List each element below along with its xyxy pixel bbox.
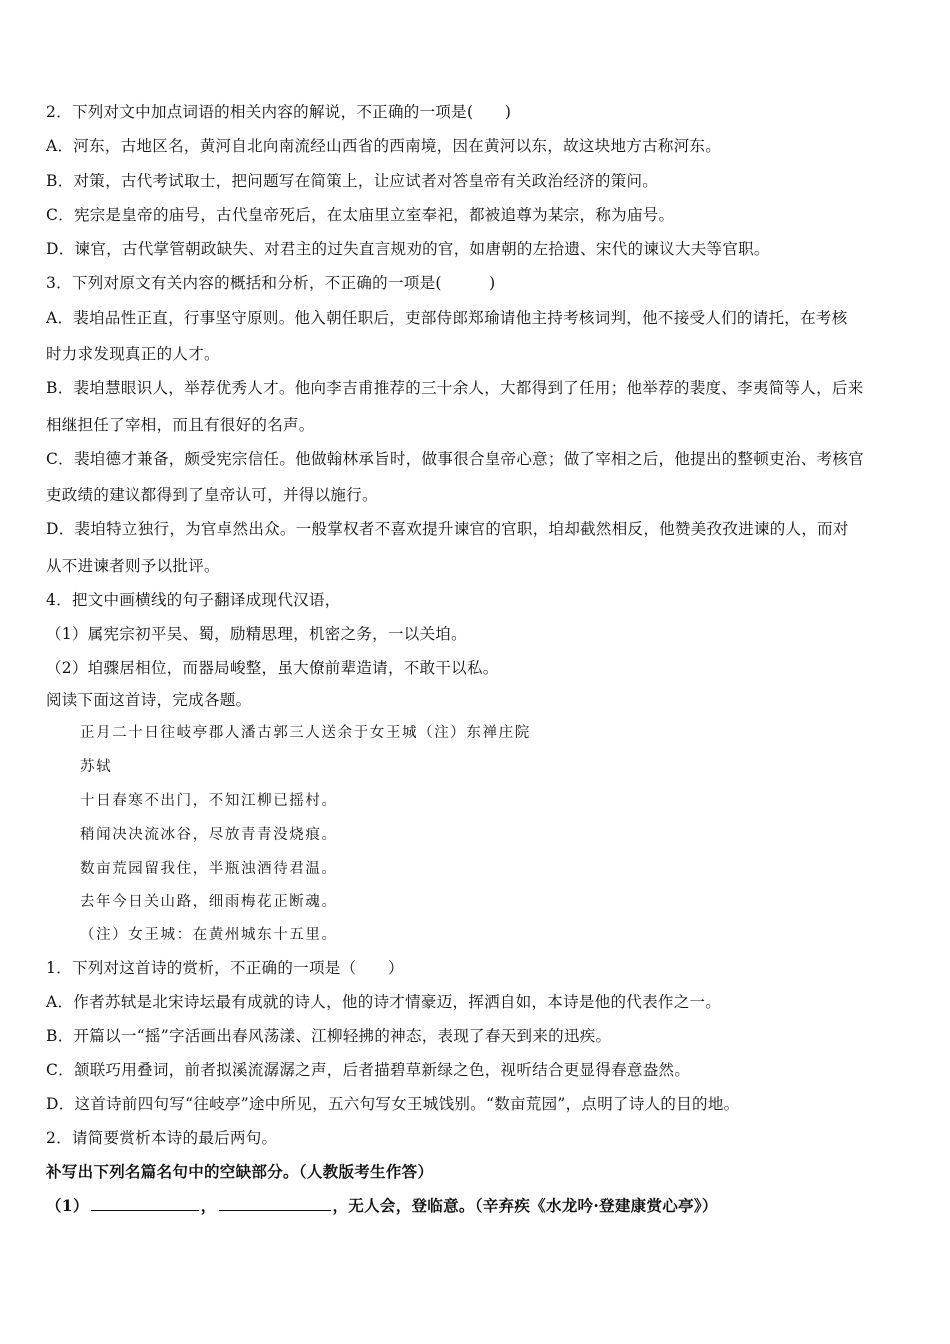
poem-note: （注）女王城：在黄州城东十五里。: [80, 927, 338, 943]
question-3-option-b: B．裴垍慧眼识人，举荐优秀人才。他向李吉甫推荐的三十余人，大都得到了任用；他举荐的裴度、李夷简等人，后来: [46, 379, 864, 397]
question-3-option-c-cont: 吏政绩的建议都得到了皇帝认可，并得以施行。: [46, 486, 378, 504]
poem-question-1-option-c: C．颔联巧用叠词，前者拟溪流潺潺之声，后者描碧草新绿之色，视听结合更显得春意盎然。: [46, 1061, 691, 1079]
question-3-option-a-cont: 时力求发现真正的人才。: [46, 345, 220, 363]
poem-author: 苏轼: [80, 759, 113, 775]
question-3-option-a: A．裴垍品性正直，行事坚守原则。他入朝任职后，吏部侍郎郑瑜请他主持考核词判，他不接受人们的请托，在考核: [46, 309, 848, 327]
fill-heading: 补写出下列名篇名句中的空缺部分。（人教版考生作答）: [46, 1162, 434, 1181]
fill-comma: ，: [200, 1196, 217, 1215]
poem-question-2: 2．请简要赏析本诗的最后两句。: [46, 1129, 278, 1147]
fill-item-1: [46, 1195, 718, 1216]
question-2-option-b: B．对策，古代考试取士，把问题写在简策上，让应试者对答皇帝有关政治经济的策问。: [46, 172, 659, 190]
poem-question-1-option-a: A．作者苏轼是北宋诗坛最有成就的诗人，他的诗才情豪迈，挥洒自如，本诗是他的代表作之一。: [46, 993, 722, 1011]
poem-question-1-stem: 1．下列对这首诗的赏析，不正确的一项是（ ）: [46, 959, 404, 977]
question-3-option-d-cont: 从不进谏者则予以批评。: [46, 557, 220, 575]
poem-question-1-option-d: D．这首诗前四句写“往岐亭”途中所见，五六句写女王城饯别。“数亩荒园”，点明了诗人的目的地。: [46, 1095, 740, 1113]
question-4-item-2: （2）垍骤居相位，而器局峻整，虽大僚前辈造请，不敢干以私。: [46, 659, 499, 677]
question-2-stem: 2．下列对文中加点词语的相关内容的解说，不正确的一项是( ): [46, 103, 512, 121]
fill-blank-2[interactable]: [219, 1195, 331, 1211]
poem-line-2: 稍闻决决流冰谷，尽放青青没烧痕。: [80, 827, 338, 843]
question-3-option-d: D．裴垍特立独行，为官卓然出众。一般掌权者不喜欢提升谏官的官职，垍却截然相反，他赞美孜孜进谏的人，而对: [46, 520, 849, 538]
poem-line-4: 去年今日关山路，细雨梅花正断魂。: [80, 894, 338, 910]
question-2-option-a: A．河东，古地区名，黄河自北向南流经山西省的西南境，因在黄河以东，故这块地方古称河东。: [46, 137, 722, 155]
fill-item-1-suffix: ，无人会，登临意。（辛弃疾《水龙吟·登建康赏心亭》）: [332, 1196, 718, 1215]
fill-blank-1[interactable]: [91, 1195, 199, 1211]
poem-instruction: 阅读下面这首诗，完成各题。: [46, 691, 252, 709]
question-3-option-b-cont: 相继担任了宰相，而且有很好的名声。: [46, 416, 315, 434]
question-2-option-c: C．宪宗是皇帝的庙号，古代皇帝死后，在太庙里立室奉祀，都被追尊为某宗，称为庙号。: [46, 206, 675, 224]
poem-line-3: 数亩荒园留我住，半瓶浊酒待君温。: [80, 861, 338, 877]
poem-question-1-option-b: B．开篇以一“摇”字活画出春风荡漾、江柳轻拂的神态，表现了春天到来的迅疾。: [46, 1027, 612, 1045]
question-2-option-d: D．谏官，古代掌管朝政缺失、对君主的过失直言规劝的官，如唐朝的左拾遗、宋代的谏议大夫等官职。: [46, 240, 770, 258]
poem-line-1: 十日春寒不出门，不知江柳已摇村。: [80, 793, 338, 809]
question-3-option-c: C．裴垍德才兼备，颇受宪宗信任。他做翰林承旨时，做事很合皇帝心意；做了宰相之后，他提出的整顿吏治、考核官: [46, 450, 864, 468]
fill-item-1-number: （1）: [46, 1196, 89, 1215]
question-3-stem: 3．下列对原文有关内容的概括和分析，不正确的一项是( ): [46, 274, 496, 292]
question-4-item-1: （1）属宪宗初平吴、蜀，励精思理，机密之务，一以关垍。: [46, 625, 467, 643]
question-4-stem: 4．把文中画横线的句子翻译成现代汉语，: [46, 591, 341, 609]
poem-title: 正月二十日往岐亭郡人潘古郭三人送余于女王城（注）东禅庄院: [80, 725, 531, 741]
